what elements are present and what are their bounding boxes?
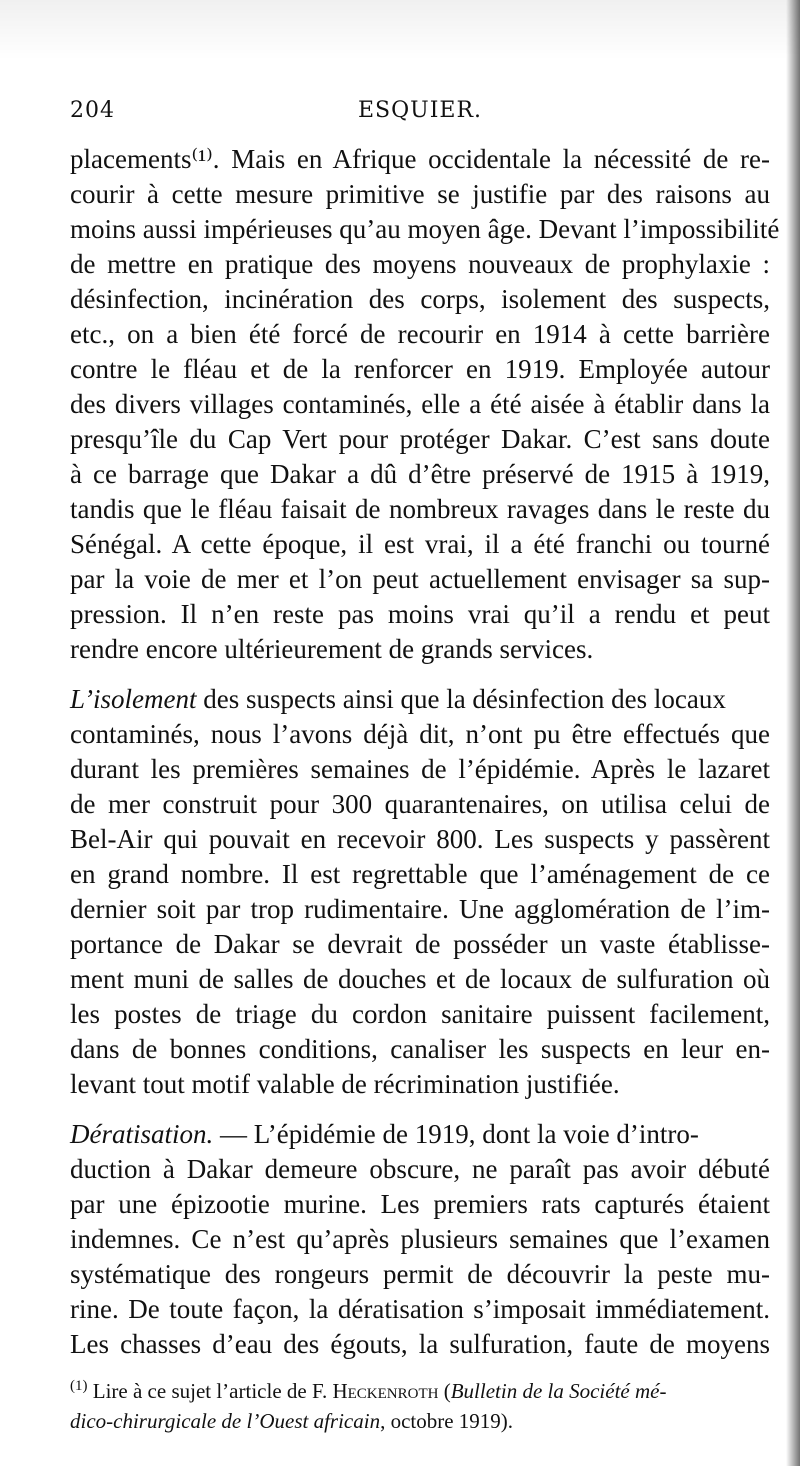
text-line: systématique des rongeurs permit de découvrir la peste mu- <box>70 1259 770 1289</box>
text-line: ment muni de salles de douches et de locaux de sulfuration où <box>70 964 770 994</box>
text-line: en grand nombre. Il est regrettable que l’aménagement de ce <box>70 859 770 889</box>
text-line: des divers villages contaminés, elle a été aisée à établir dans la <box>70 389 770 419</box>
text-line: contaminés, nous l’avons déjà dit, n’ont pu être effectués que <box>70 719 770 749</box>
text-line: tandis que le fléau faisait de nombreux ravages dans le reste du <box>70 494 770 524</box>
text-line-with-lead <box>70 682 770 716</box>
text-line: rine. De toute façon, la dératisation s’imposait immédiatement. <box>70 1294 770 1324</box>
text-line: pression. Il n’en reste pas moins vrai qu’il a rendu et peut <box>70 599 770 629</box>
text-line: par la voie de mer et l’on peut actuellement envisager sa sup- <box>70 564 770 594</box>
page-header <box>70 98 770 134</box>
text-line: Sénégal. A cette époque, il est vrai, il a été franchi ou tourné <box>70 529 770 559</box>
text-line: courir à cette mesure primitive se justifie par des raisons au <box>70 179 770 209</box>
text-line: duction à Dakar demeure obscure, ne paraît pas avoir débuté <box>70 1154 770 1184</box>
text-line: de mer construit pour 300 quarantenaires, on utilisa celui de <box>70 789 770 819</box>
text-line: presqu’île du Cap Vert pour protéger Dakar. C’est sans doute <box>70 424 770 454</box>
text-line: désinfection, incinération des corps, isolement des suspects, <box>70 284 770 314</box>
italic-lead-isolement: L’isolement <box>70 684 197 714</box>
text-line: de mettre en pratique des moyens nouveaux de prophylaxie : <box>70 249 770 279</box>
italic-lead-deratisation: Dératisation. <box>70 1119 214 1149</box>
footnote-text: Lire à ce sujet l’article de F. <box>87 1379 333 1403</box>
text-line: placements⁽¹⁾. Mais en Afrique occidentale la nécessité de re- <box>70 144 770 174</box>
footnote-text: ( <box>438 1379 451 1403</box>
text-line-rest: — L’épidémie de 1919, dont la voie d’intro- <box>213 1119 699 1149</box>
scan-noise <box>0 0 800 60</box>
footnote-line-1 <box>70 1377 770 1405</box>
running-head: ESQUIER. <box>357 98 482 123</box>
footnote-journal: Bulletin de la Société mé- <box>450 1379 667 1403</box>
text-line: durant les premières semaines de l’épidémie. Après le lazaret <box>70 754 770 784</box>
footnote-journal: dico-chirurgicale de l’Ouest africain <box>70 1409 381 1433</box>
text-line: les postes de triage du cordon sanitaire puissent facilement, <box>70 999 770 1029</box>
text-line: portance de Dakar se devrait de posséder un vaste établisse- <box>70 929 770 959</box>
footnote-text: , octobre 1919). <box>380 1409 514 1433</box>
text-line: dernier soit par trop rudimentaire. Une agglomération de l’im- <box>70 894 770 924</box>
text-line: dans de bonnes conditions, canaliser les suspects en leur en- <box>70 1034 770 1064</box>
text-line: à ce barrage que Dakar a dû d’être préservé de 1915 à 1919, <box>70 459 770 489</box>
footnote-line-2 <box>70 1407 770 1435</box>
text-line: etc., on a bien été forcé de recourir en 1914 à cette barrière <box>70 319 770 349</box>
footnote-author: Heckenroth <box>332 1379 439 1403</box>
footnote-marker: (1) <box>70 1378 88 1394</box>
text-line-rest: des suspects ainsi que la désinfection des locaux <box>196 684 726 714</box>
text-line: moins aussi impérieuses qu’au moyen âge. Devant l’impossibilité <box>70 214 780 244</box>
text-line: levant tout motif valable de récrimination justifiée. <box>70 1069 620 1099</box>
text-line: Les chasses d’eau des égouts, la sulfuration, faute de moyens <box>70 1329 770 1359</box>
page-number: 204 <box>70 98 115 123</box>
text-line: Bel-Air qui pouvait en recevoir 800. Les suspects y passèrent <box>70 824 770 854</box>
text-line: par une épizootie murine. Les premiers rats capturés étaient <box>70 1189 770 1219</box>
text-line: rendre encore ultérieurement de grands services. <box>70 634 594 664</box>
page-edge-shadow <box>786 0 800 1466</box>
text-line: contre le fléau et de la renforcer en 1919. Employée autour <box>70 354 770 384</box>
text-line: indemnes. Ce n’est qu’après plusieurs semaines que l’examen <box>70 1224 770 1254</box>
text-line-with-lead <box>70 1117 770 1151</box>
